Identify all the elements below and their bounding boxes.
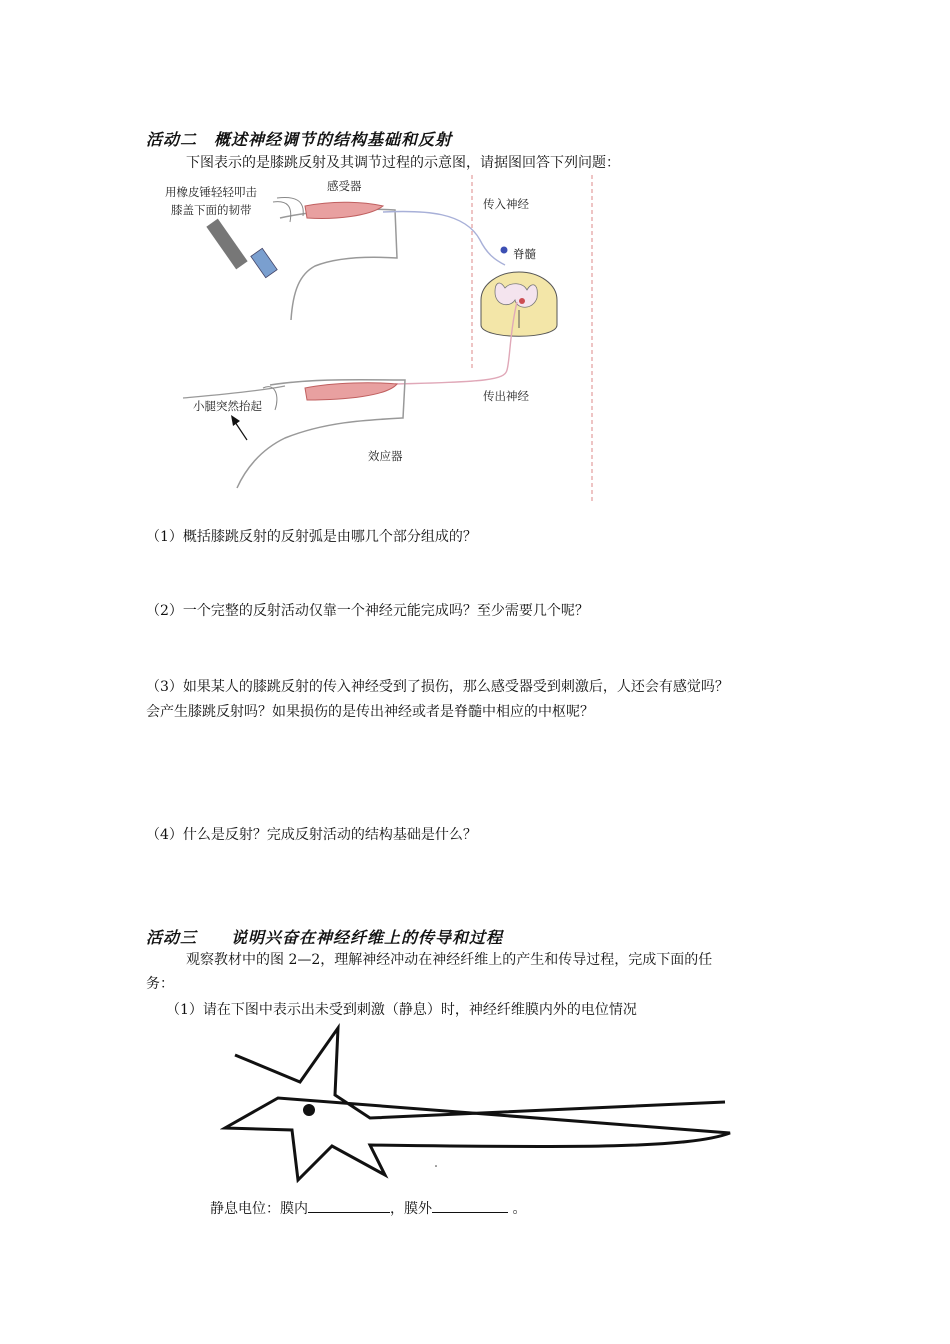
label-spinal-cord: 脊髓: [513, 247, 536, 261]
activity2-heading: 活动二 概述神经调节的结构基础和反射: [146, 130, 453, 149]
answer-middle: ，膜外: [390, 1201, 432, 1217]
answer-suffix: 。: [508, 1201, 527, 1217]
label-effector: 效应器: [368, 449, 403, 463]
activity2-intro: 下图表示的是膝跳反射及其调节过程的示意图，请据图回答下列问题：: [186, 155, 620, 171]
label-leg-lifts: 小腿突然抬起: [193, 399, 262, 413]
answer-prefix: 静息电位：膜内: [210, 1201, 308, 1217]
activity3-intro-line2: 务：: [146, 976, 174, 992]
question-3-line2: 会产生膝跳反射吗？如果损伤的是传出神经或者是脊髓中相应的中枢呢？: [146, 704, 594, 720]
question-2: （2）一个完整的反射活动仅靠一个神经元能完成吗？至少需要几个呢？: [146, 603, 589, 619]
activity3-intro-line1: 观察教材中的图 2—2，理解神经冲动在神经纤维上的产生和传导过程，完成下面的任: [186, 952, 713, 968]
outside-membrane-blank[interactable]: [432, 1198, 508, 1213]
inside-membrane-blank[interactable]: [308, 1198, 390, 1213]
question-1: （1）概括膝跳反射的反射弧是由哪几个部分组成的？: [146, 529, 477, 545]
question-4: （4）什么是反射？完成反射活动的结构基础是什么？: [146, 827, 477, 843]
label-afferent-nerve: 传入神经: [483, 197, 529, 211]
activity3-heading: 活动三 说明兴奋在神经纤维上的传导和过程: [146, 928, 504, 947]
resting-potential-answer: [210, 1198, 526, 1218]
knee-jerk-reflex-figure: [165, 170, 595, 502]
label-hammer-2: 膝盖下面的韧带: [171, 203, 252, 217]
activity3-question-1: （1）请在下图中表示出未受到刺激（静息）时，神经纤维膜内外的电位情况: [166, 1002, 637, 1018]
label-hammer-1: 用橡皮锤轻轻叩击: [165, 185, 257, 199]
label-efferent-nerve: 传出神经: [483, 389, 529, 403]
question-3-line1: （3）如果某人的膝跳反射的传入神经受到了损伤，那么感受器受到刺激后，人还会有感觉吗？: [146, 679, 729, 695]
label-receptor: 感受器: [327, 179, 362, 193]
neuron-drawing: [220, 1020, 740, 1185]
